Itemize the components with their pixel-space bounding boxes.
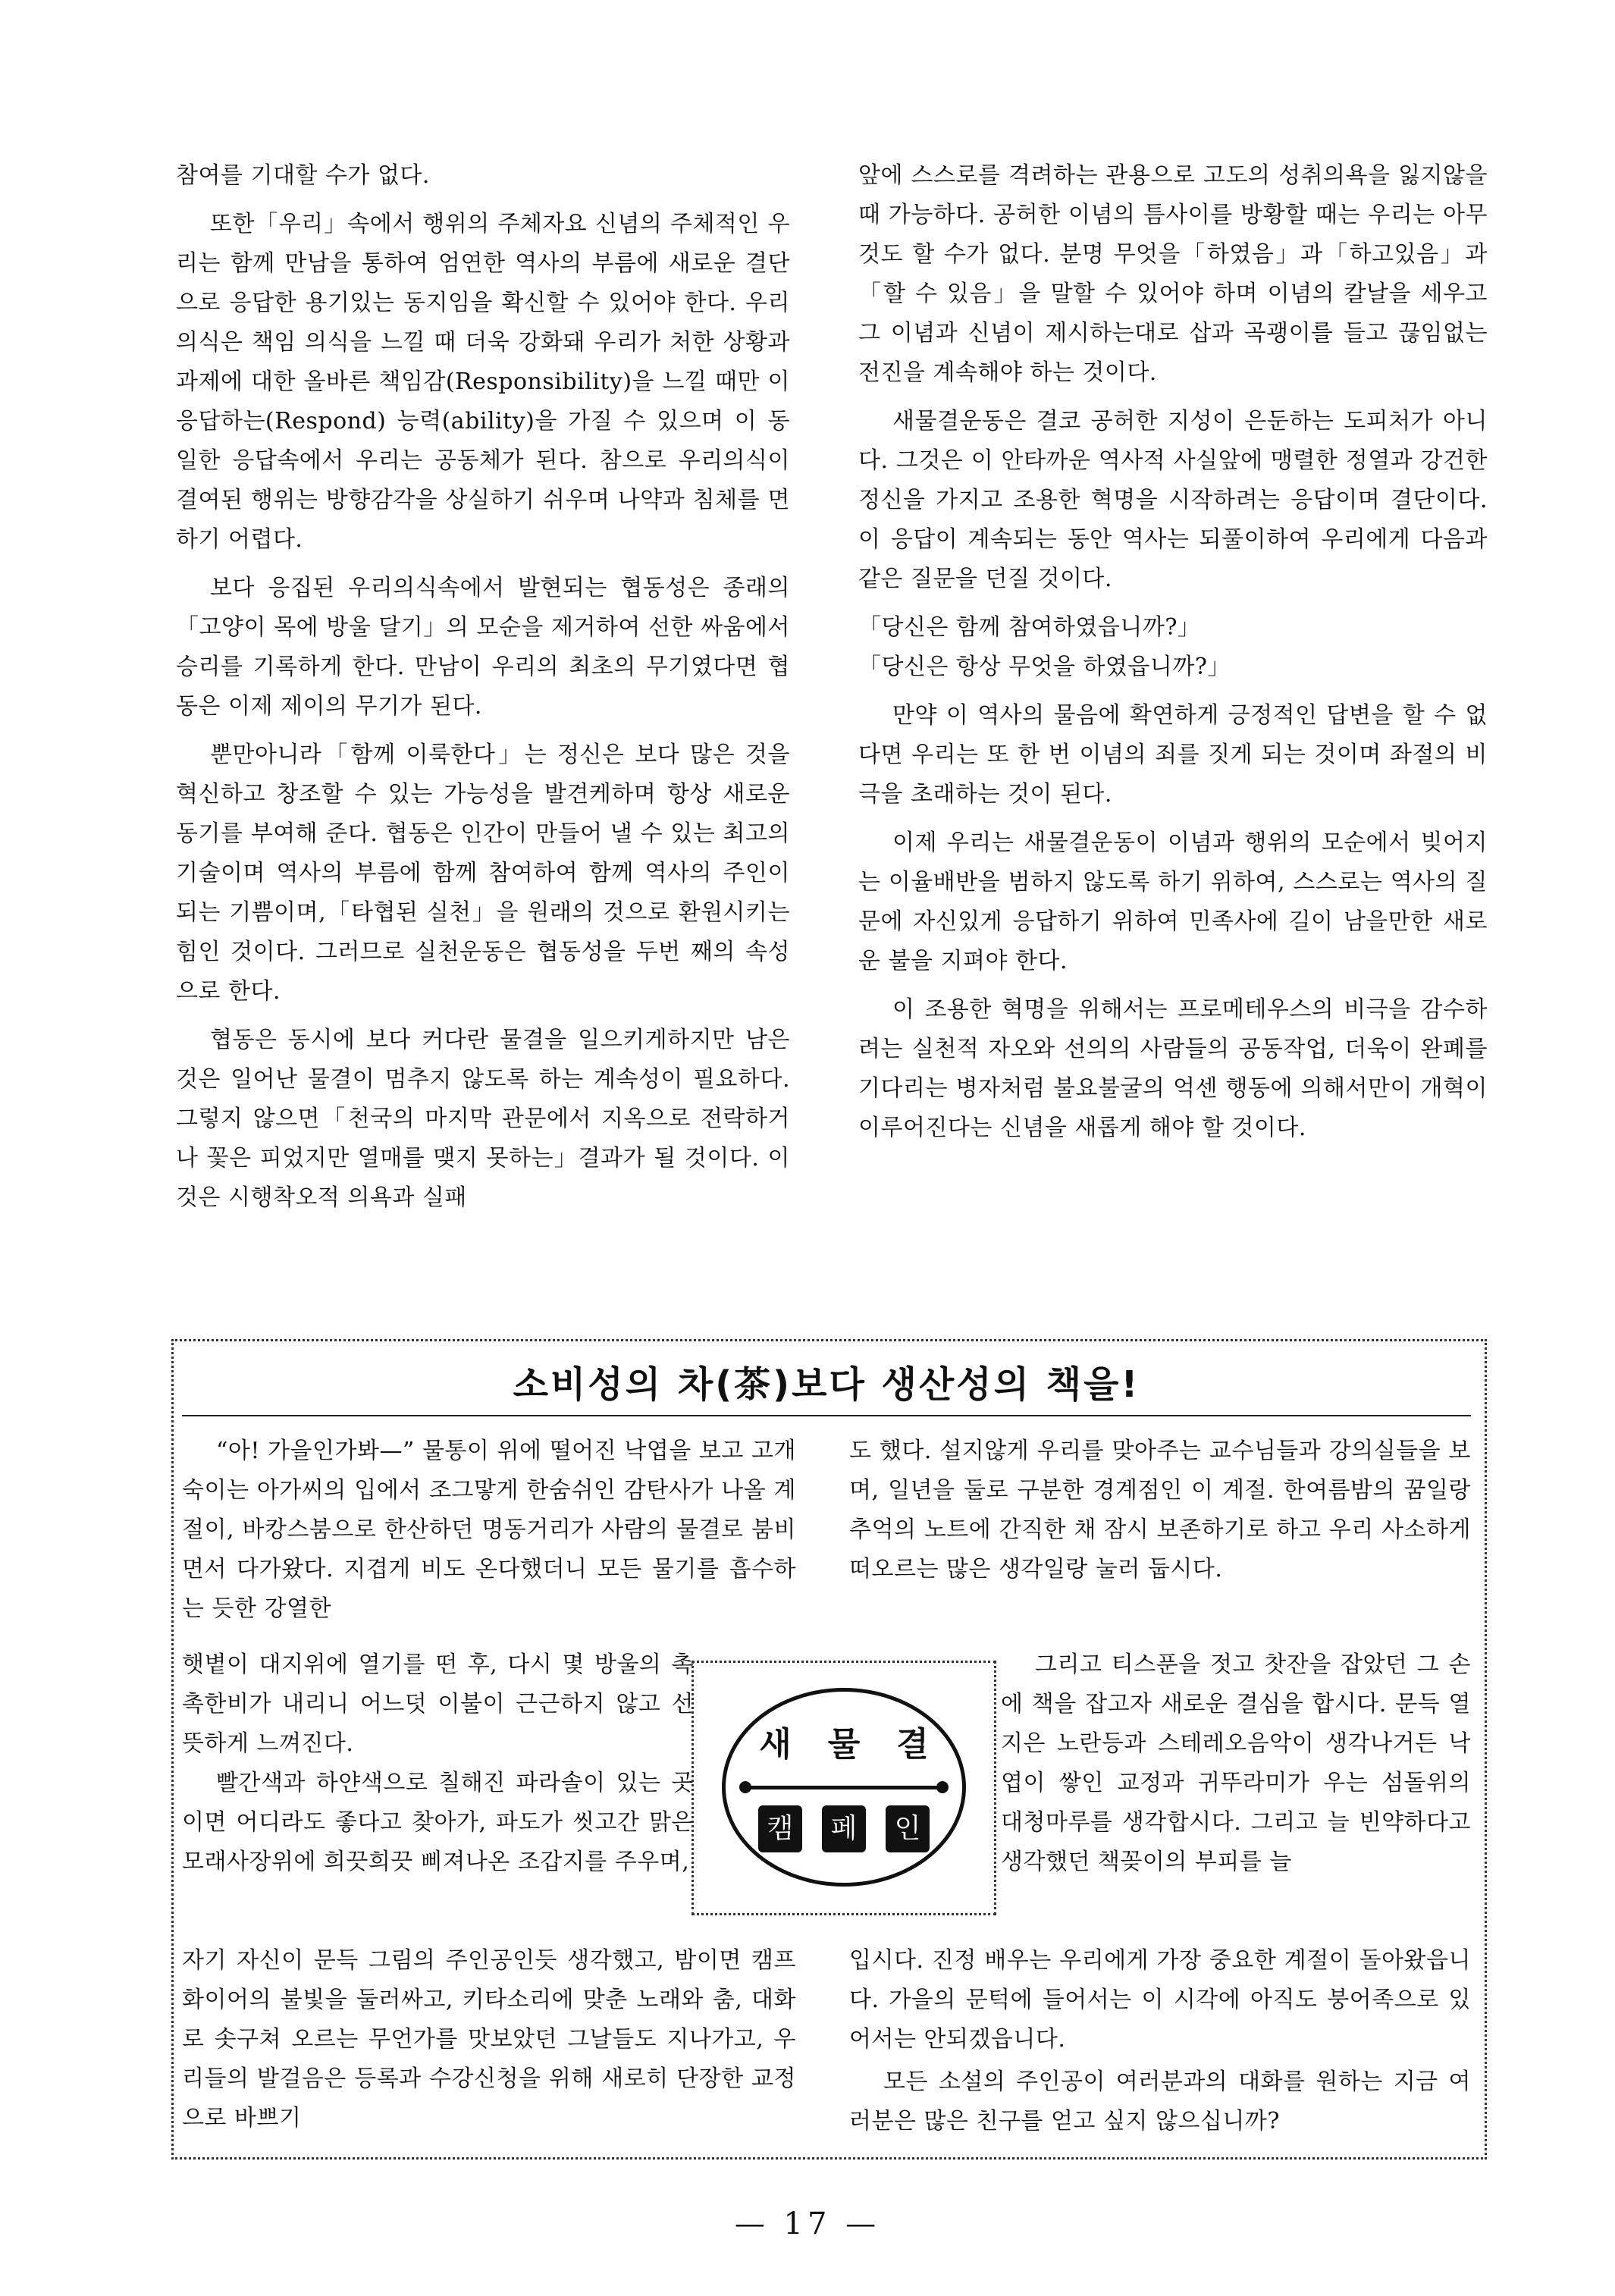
paragraph: 입시다. 진정 배우는 우리에게 가장 중요한 계절이 돌아왔읍니다. 가을의 문턱에 들어서는 이 시각에 아직도 붕어족으로 있어서는 안되겠읍니다. [849, 1947, 1471, 2053]
paragraph: 도 했다. 설지않게 우리를 맞아주는 교수님들과 강의실들을 보며, 일년을 둘로 구분한 경계점인 이 계절. 한여름밤의 꿈일랑 추억의 노트에 간직한 채 잠시 보존하기로 하고 우리 사소하게 떠오르는 많은 생각일랑 눌러 둡시다. [849, 1438, 1471, 1582]
paragraph: 보다 응집된 우리의식속에서 발현되는 협동성은 종래의「고양이 목에 방울 달기」의 모순을 제거하여 선한 싸움에서 승리를 기록하게 한다. 만남이 우리의 최초의 무기였다면 협동은 이제 제이의 무기가 된다. [176, 575, 790, 720]
article-left-wrap [182, 1645, 694, 1882]
paragraph: 그리고 티스푼을 젓고 찻잔을 잡았던 그 손에 책을 잡고자 새로운 결심을 합시다. 문득 열지은 노란등과 스테레오음악이 생각나거든 낙엽이 쌓인 교정과 귀뚜라미가 우는 섬돌위의 대청마루를 생각합시다. 그리고 늘 빈약하다고 생각했던 책꽂이의 부피를 늘 [1001, 1651, 1471, 1875]
emblem-char: 새 [759, 1725, 792, 1764]
article-left-bottom [182, 1941, 796, 2147]
emblem-divider [744, 1786, 944, 1789]
top-left-column [176, 156, 790, 1227]
paragraph: 만약 이 역사의 물음에 확연하게 긍정적인 답변을 할 수 없다면 우리는 또 한 번 이념의 죄를 짓게 되는 것이며 좌절의 비극을 초래하는 것이 된다. [858, 702, 1488, 808]
paragraph: 빨간색과 하얀색으로 칠해진 파라솔이 있는 곳이면 어디라도 좋다고 찾아가, 파도가 씻고간 맑은 모래사장위에 희끗희끗 삐져나온 조갑지를 주우며, [182, 1770, 694, 1875]
paragraph: 새물결운동은 결코 공허한 지성이 은둔하는 도피처가 아니다. 그것은 이 안타까운 역사적 사실앞에 맹렬한 정열과 강건한 정신을 가지고 조용한 혁명을 시작하려는 응답이며 결단이다. 이 응답이 계속되는 동안 역사는 되풀이하여 우리에게 다음과 같은 질문을 던질 것이다. [858, 408, 1488, 592]
paragraph: “아! 가을인가봐—” 물통이 위에 떨어진 낙엽을 보고 고개숙이는 아가씨의 입에서 조그맣게 한숨쉬인 감탄사가 나올 계절이, 바캉스붐으로 한산하던 명동거리가 사람의 물결로 붐비면서 다가왔다. 지겹게 비도 온다했더니 모든 물기를 흡수하는 듯한 강열한 [182, 1438, 796, 1622]
paragraph: 자기 자신이 문득 그림의 주인공인듯 생각했고, 밤이면 캠프화이어의 불빛을 둘러싸고, 키타소리에 맞춘 노래와 춤, 대화로 솟구쳐 오르는 무언가를 맛보았던 그날들도 지나가고, 우리들의 발걸음은 등록과 수강신청을 위해 새로히 단장한 교정으로 바쁘기 [182, 1947, 796, 2131]
paragraph: 참여를 기대할 수가 없다. [176, 162, 430, 189]
article-title: 소비성의 차(茶)보다 생산성의 책을! [182, 1354, 1471, 1416]
emblem-char: 물 [827, 1725, 861, 1764]
emblem-title [726, 1725, 962, 1764]
paragraph: 햇볕이 대지위에 열기를 떤 후, 다시 몇 방울의 촉촉한비가 내리니 어느덧 이불이 근근하지 않고 선뜻하게 느껴진다. [182, 1651, 694, 1757]
page-number: — 17 — [734, 2207, 881, 2241]
article-right-bottom [849, 1941, 1471, 2150]
article-right-top [849, 1432, 1471, 1598]
paragraph: 이 조용한 혁명을 위해서는 프로메테우스의 비극을 감수하려는 실천적 자오와 선의의 사람들의 공동작업, 더욱이 완폐를 기다리는 병자처럼 불요불굴의 억센 행동에 의해서만이 개혁이 이루어진다는 신념을 새롭게 해야 할 것이다. [858, 996, 1488, 1141]
emblem-char: 결 [896, 1725, 929, 1764]
top-right-column [858, 156, 1488, 1157]
paragraph: 뿐만아니라「함께 이룩한다」는 정신은 보다 많은 것을 혁신하고 창조할 수 있는 가능성을 발견케하며 항상 새로운 동기를 부여해 준다. 협동은 인간이 만들어 낼 수 있는 최고의 기술이며 역사의 부름에 함께 참여하여 함께 역사의 주인이 되는 기쁨이며,「타협된 실천」을 원래의 것으로 환원시키는 힘인 것이다. 그러므로 실천운동은 협동성을 두번 째의 속성으로 한다. [176, 742, 790, 1005]
paragraph: 또한「우리」속에서 행위의 주체자요 신념의 주체적인 우리는 함께 만남을 통하여 엄연한 역사의 부름에 새로운 결단으로 응답한 용기있는 동지임을 확신할 수 있어야 한다. 우리 의식은 책임 의식을 느낄 때 더욱 강화돼 우리가 처한 상황과 과제에 대한 올바른 책임감(Responsibility)을 느낄 때만 이 응답하는(Respond) 능력(ability)을 가질 수 있으며 이 동일한 응답속에서 우리는 공동체가 된다. 참으로 우리의식이 결여된 행위는 방향감각을 상실하기 쉬우며 나약과 침체를 면하기 어렵다. [176, 211, 790, 553]
paragraph: 협동은 동시에 보다 커다란 물결을 일으키게하지만 남은 것은 일어난 물결이 멈추지 않도록 하는 계속성이 필요하다. 그렇지 않으면「천국의 마지막 관문에서 지옥으로 전락하거나 꽃은 피었지만 열매를 맺지 못하는」결과가 될 것이다. 이것은 시행착오적 의욕과 실패 [176, 1027, 790, 1211]
emblem-char-box: 인 [886, 1805, 930, 1852]
paragraph: 앞에 스스로를 격려하는 관용으로 고도의 성취의욕을 잃지않을 때 가능하다. 공허한 이념의 틈사이를 방황할 때는 우리는 아무 것도 할 수가 없다. 분명 무엇을「하였음」과「하고있음」과「할 수 있음」을 말할 수 있어야 하며 이념의 칼날을 세우고 그 이념과 신념이 제시하는대로 삽과 곡괭이를 들고 끊임없는 전진을 계속해야 하는 것이다. [858, 162, 1488, 386]
quote-line: 「당신은 항상 무엇을 하였읍니까?」 [858, 654, 1231, 680]
emblem-char-box: 페 [822, 1805, 866, 1852]
paragraph: 이제 우리는 새물결운동이 이념과 행위의 모순에서 빚어지는 이율배반을 범하지 않도록 하기 위하여, 스스로는 역사의 질문에 자신있게 응답하기 위하여 민족사에 길이 남을만한 새로운 불을 지펴야 한다. [858, 830, 1488, 974]
article-right-wrap [1001, 1645, 1471, 1882]
emblem-char-box: 캠 [758, 1805, 802, 1852]
emblem-subtitle [726, 1805, 962, 1852]
article-left-top [182, 1432, 796, 1638]
quote-line: 「당신은 함께 참여하였읍니까?」 [858, 614, 1201, 641]
paragraph: 모든 소설의 주인공이 여러분과의 대화를 원하는 지금 여러분은 많은 친구를 얻고 싶지 않으십니까? [849, 2069, 1471, 2134]
campaign-emblem [722, 1688, 966, 1887]
